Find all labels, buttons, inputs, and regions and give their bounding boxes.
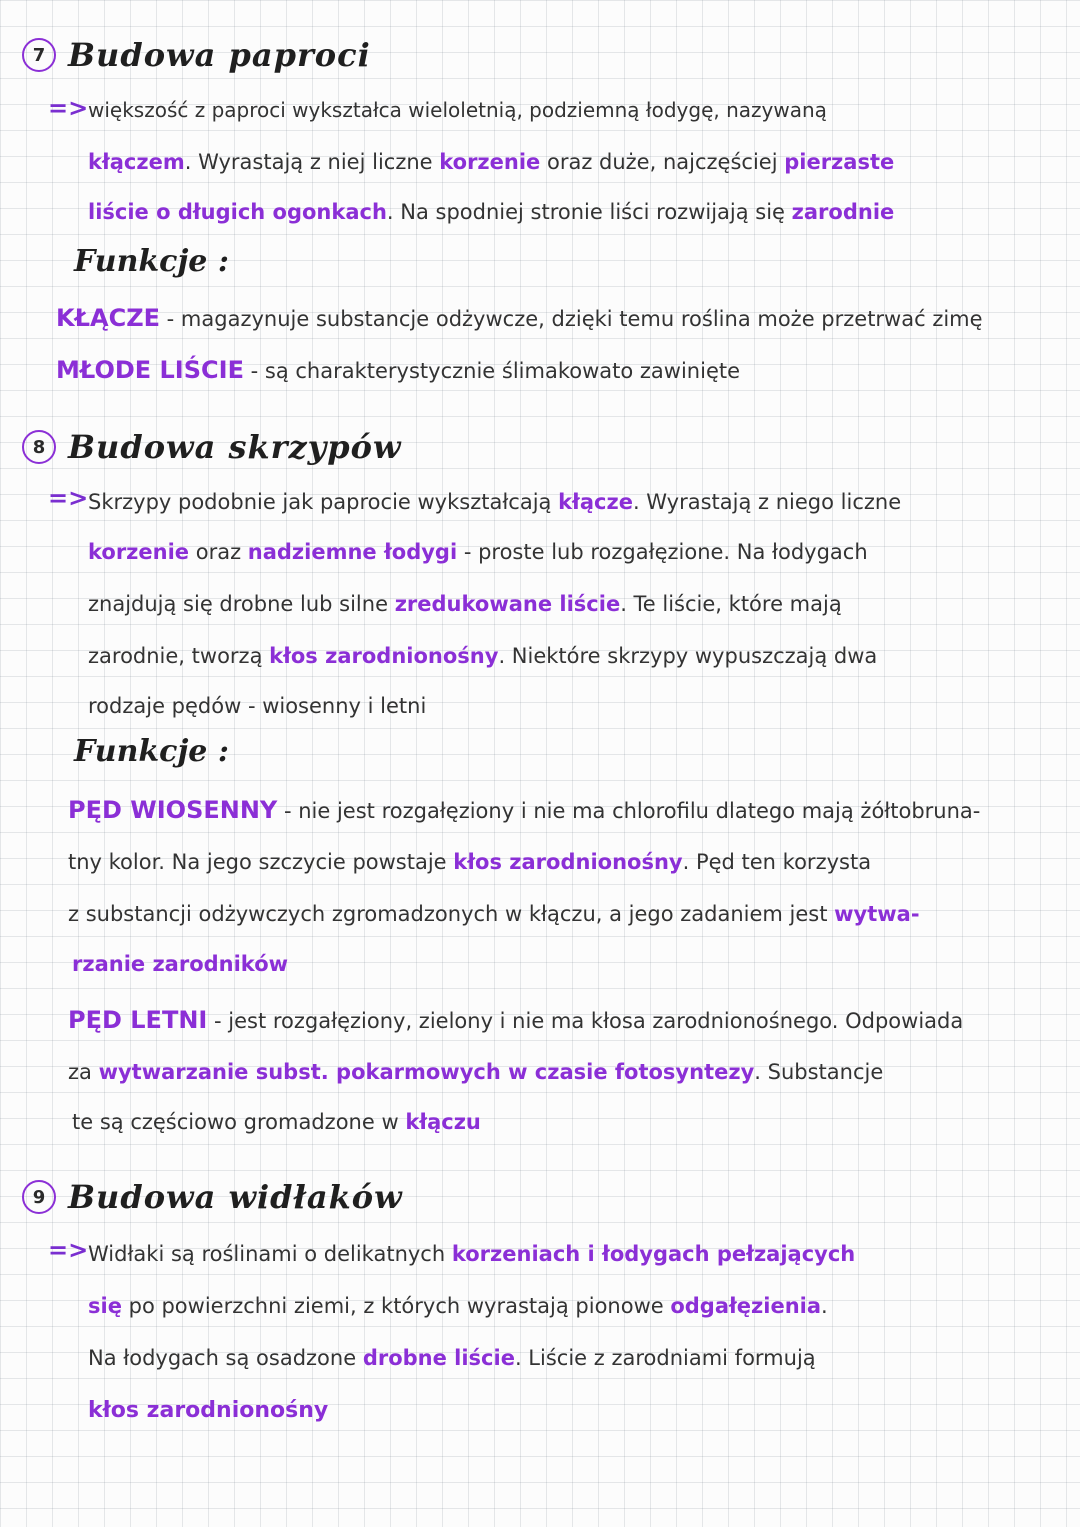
arrow-icon: => [48, 1236, 89, 1264]
highlighted-term: kłos zarodnionośny [269, 644, 499, 668]
section-title: Budowa widłaków [68, 1178, 403, 1216]
text-segment: . [821, 1294, 828, 1318]
text-line [68, 850, 871, 874]
highlighted-term: liście o długich ogonkach [88, 200, 387, 224]
functions-heading: Funkcje : [74, 734, 229, 769]
text-line [88, 200, 894, 224]
highlighted-term: kłos zarodnionośny [453, 850, 683, 874]
text-line: większość z paproci wykształca wieloletnią, podziemną łodygę, nazywaną [88, 98, 827, 122]
highlighted-term: kłącze [558, 490, 633, 514]
text-segment: oraz duże, najczęściej [540, 150, 785, 174]
text-segment: Widłaki są roślinami o delikatnych [88, 1242, 452, 1266]
text-segment: . Liście z zarodniami formują [514, 1346, 816, 1370]
text-segment: . Wyrastają z niego liczne [632, 490, 902, 514]
text-line [88, 1294, 828, 1318]
text-segment: zarodnie, tworzą [88, 644, 270, 668]
section-number-badge: 7 [22, 38, 56, 72]
text-line [68, 902, 920, 926]
highlighted-term: pierzaste [784, 150, 895, 174]
highlighted-term: wytwa- [834, 902, 920, 926]
function-text: - nie jest rozgałęziony i nie ma chlorofilu dlatego mają żółtobruna- [277, 799, 981, 823]
highlighted-term: zredukowane liście [394, 592, 621, 616]
text-segment: za [68, 1060, 99, 1084]
text-line: rzanie zarodników [72, 952, 289, 976]
highlighted-term: zarodnie [791, 200, 895, 224]
function-entry [68, 796, 980, 824]
function-term: KŁĄCZE [56, 304, 160, 332]
text-segment: z substancji odżywczych zgromadzonych w kłączu, a jego zadaniem jest [68, 902, 835, 926]
function-text: - magazynuje substancje odżywcze, dzięki temu roślina może przetrwać zimę [160, 307, 983, 331]
section-title: Budowa skrzypów [68, 428, 402, 466]
text-line: kłos zarodnionośny [88, 1398, 329, 1423]
text-segment: po powierzchni ziemi, z których wyrastają pionowe [121, 1294, 671, 1318]
highlighted-term: wytwarzanie subst. pokarmowych w czasie fotosyntezy [98, 1060, 755, 1084]
text-line [88, 644, 877, 668]
function-entry [56, 304, 983, 332]
highlighted-term: korzenie [439, 150, 541, 174]
functions-heading: Funkcje : [74, 244, 229, 279]
arrow-icon: => [48, 484, 89, 512]
highlighted-term: drobne liście [362, 1346, 515, 1370]
text-line [72, 1110, 481, 1134]
highlighted-term: kłączem [88, 150, 185, 174]
section-9-heading [22, 1178, 403, 1216]
highlighted-term: kłączu [405, 1110, 481, 1134]
text-line [88, 490, 901, 514]
text-segment: . Pęd ten korzysta [682, 850, 872, 874]
function-term: PĘD WIOSENNY [68, 796, 278, 824]
highlighted-term: odgałęzienia [670, 1294, 822, 1318]
section-title: Budowa paproci [68, 36, 371, 74]
text-line [88, 1242, 855, 1266]
text-line [88, 540, 868, 564]
arrow-icon: => [48, 94, 89, 122]
function-term: PĘD LETNI [68, 1006, 208, 1034]
text-segment: . Te liście, które mają [620, 592, 842, 616]
text-segment: tny kolor. Na jego szczycie powstaje [68, 850, 454, 874]
text-line [88, 1346, 816, 1370]
text-segment: . Substancje [754, 1060, 884, 1084]
function-text: - są charakterystycznie ślimakowato zawinięte [243, 359, 741, 383]
text-line [88, 150, 894, 174]
text-segment: znajdują się drobne lub silne [88, 592, 395, 616]
text-line [88, 592, 842, 616]
text-segment: - proste lub rozgałęzione. Na łodygach [457, 540, 868, 564]
highlighted-term: korzeniach i łodygach pełzających [451, 1242, 856, 1266]
highlighted-term: się [88, 1294, 122, 1318]
text-segment: . Wyrastają z niej liczne [184, 150, 440, 174]
section-number-badge: 9 [22, 1180, 56, 1214]
text-segment: Na łodygach są osadzone [88, 1346, 363, 1370]
function-entry [56, 356, 740, 384]
text-segment: . Na spodniej stronie liści rozwijają się [386, 200, 792, 224]
function-term: MŁODE LIŚCIE [56, 356, 244, 384]
highlighted-term: korzenie [88, 540, 190, 564]
text-line [68, 1060, 883, 1084]
text-segment: te są częściowo gromadzone w [72, 1110, 406, 1134]
section-8-heading [22, 428, 402, 466]
section-7-heading [22, 36, 371, 74]
highlighted-term: nadziemne łodygi [247, 540, 458, 564]
function-entry [68, 1006, 963, 1034]
text-segment: Skrzypy podobnie jak paprocie wykształcają [88, 490, 559, 514]
text-segment: . Niektóre skrzypy wypuszczają dwa [498, 644, 878, 668]
text-line: rodzaje pędów - wiosenny i letni [88, 694, 427, 718]
text-segment: oraz [189, 540, 248, 564]
function-text: - jest rozgałęziony, zielony i nie ma kłosa zarodnionośnego. Odpowiada [207, 1009, 964, 1033]
section-number-badge: 8 [22, 430, 56, 464]
